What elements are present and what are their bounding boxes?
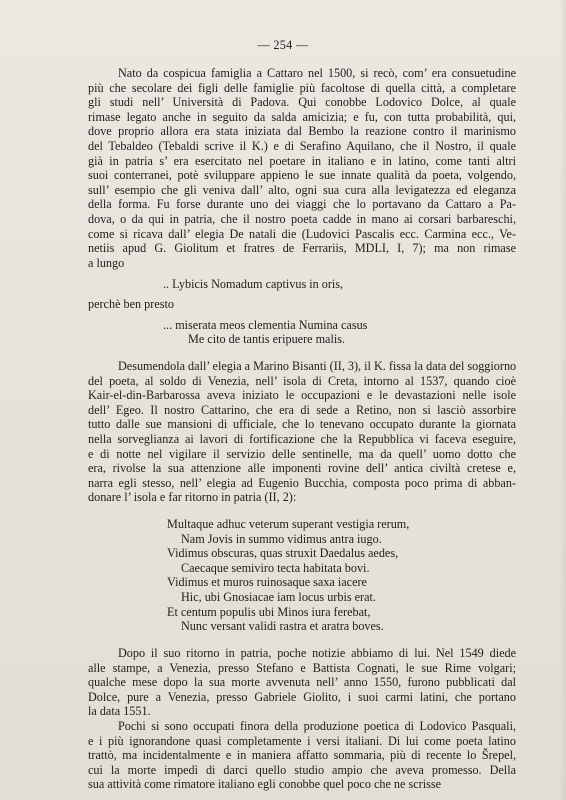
text-line: trattò, ma incidentalmente e in maniera affatto sommaria, più di recente lo Šrepel, — [88, 748, 516, 762]
text-line: nella sorveglianza ai lavori di fortificazione che la Repubblica vi faceva eseguire, — [88, 432, 516, 446]
text-line: qualche mese dopo la sua morte avvenuta nell’ anno 1550, furono pubblicati dal — [88, 675, 516, 689]
text-line: rimase legato anche in seguito da salda amicizia; e fu, con tutta probabilità, qui, — [88, 110, 516, 124]
poem-verse: Nam Jovis in summo vidimus antra iugo. — [181, 532, 382, 546]
page-number: — 254 — — [257, 38, 309, 52]
text-line: dell’ Egeo. Il nostro Cattarino, che era di sede a Retino, non si lasciò assorbire — [88, 403, 516, 417]
text-line: più che secolare dei figli delle famiglie più facoltose di quella città, a completare — [88, 81, 516, 95]
text-line: come si ricava dall’ elegia De natali die (Ludovici Pascalis ecc. Carmina ecc., Ve- — [88, 227, 516, 241]
text-line: Dopo il suo ritorno in patria, poche notizie abbiamo di lui. Nel 1549 diede — [118, 646, 516, 660]
quotation-verse: Me cito de tantis eripuere malis. — [188, 332, 346, 346]
text-line: alle stampe, a Venezia, presso Stefano e Battista Cognati, le sue Rime volgari; — [88, 661, 516, 675]
poem-verse: Vidimus obscuras, quas struxit Daedalus aedes, — [167, 546, 399, 560]
text-line: sull’ esempio che gli veniva dall’ alto, ogni sua cura alla levigatezza ed eleganza — [88, 183, 516, 197]
text-line: e i più ignorandone quasi completamente i versi italiani. Di lui come poeta latino — [88, 734, 516, 748]
text-line: Pochi si sono occupati finora della produzione poetica di Lodovico Pasquali, — [118, 719, 516, 733]
text-line: dova, o da qui in patria, che il nostro poeta cadde in mano ai corsari barbareschi, — [88, 212, 516, 226]
text-line: del Tebaldeo (Tebaldi scrive il K.) e di Serafino Aquilano, che il Nostro, il quale — [88, 139, 516, 153]
text-line: netiis apud G. Giolitum et fratres de Ferrariis, MDLI, I, 7); ma non rimase — [88, 241, 516, 255]
poem-verse: Caecaque semiviro tecta habitata bovi. — [181, 561, 370, 575]
text-line: a lungo — [88, 256, 125, 270]
text-line: era, rivolse la sua attenzione alle imponenti rovine dell’ antica civiltà cretese e, — [88, 461, 516, 475]
text-line: già in patria s’ era esercitato nel poetare in italiano e in latino, come tanti altri — [88, 154, 516, 168]
poem-verse: Multaque adhuc veterum superant vestigia rerum, — [167, 517, 410, 531]
text-line: e di notte nel vigilare il servizio delle sentinelle, ma da quell’ uomo dotto che — [88, 447, 516, 461]
text-line: cui la morte impedì di darci quello studio ampio che aveva promesso. Della — [88, 763, 516, 777]
quotation-verse: ... miserata meos clementia Numina casus — [163, 318, 368, 332]
text-line: suoi conterranei, potè sviluppare appieno le sue innate qualità da poeta, volgendo, — [88, 168, 516, 182]
text-line: narra egli stesso, nell’ elegia ad Eugenio Bucchia, composta poco prima di abban- — [88, 476, 516, 490]
text-line: della forma. Fu forse durante uno dei viaggi che lo portavano da Cattaro a Pa- — [88, 197, 516, 211]
poem-verse: Vidimus et muros ruinosaque saxa iacere — [167, 575, 367, 589]
text-line: tutto dalle sue mansioni di ufficiale, che lo tenevano occupato durante la giornata — [88, 417, 516, 431]
poem-verse: Hic, ubi Gnosiacae iam locus urbis erat. — [181, 590, 376, 604]
page-edge-shadow — [560, 0, 566, 800]
text-line: Desumendola dall’ elegia a Marino Bisanti (II, 3), il K. fissa la data del soggiorno — [118, 359, 517, 373]
text-line: del poeta, al soldo di Venezia, nell’ isola di Creta, intorno al 1537, quando cioè — [88, 374, 516, 388]
text-line: Dolce, pure a Venezia, presso Gabriele Giolito, i suoi carmi latini, che portano — [88, 690, 516, 704]
text-line: Kair-el-din-Barbarossa aveva iniziato le occupazioni e le devastazioni nelle isole — [88, 388, 516, 402]
text-line: Nato da cospicua famiglia a Cattaro nel 1500, si recò, com’ era consuetudine — [118, 66, 516, 80]
poem-verse: Et centum populis ubi Minos iura ferebat, — [167, 605, 371, 619]
text-line: perchè ben presto — [88, 297, 174, 311]
text-line: gli studi nell’ Università di Padova. Qui conobbe Lodovico Dolce, al quale — [88, 95, 516, 109]
text-line: la data 1551. — [88, 704, 151, 718]
text-line: dove proprio allora era stata iniziata dal Bembo la reazione contro il marinismo — [88, 124, 516, 138]
quotation-verse: .. Lybicis Nomadum captivus in oris, — [163, 277, 344, 291]
text-line: sua attività come rimatore italiano egli conobbe quel poco che ne scrisse — [88, 777, 441, 791]
text-line: donare l’ isola e far ritorno in patria (II, 2): — [88, 490, 297, 504]
poem-verse: Nunc versant validi rastra et aratra boves. — [181, 619, 384, 633]
